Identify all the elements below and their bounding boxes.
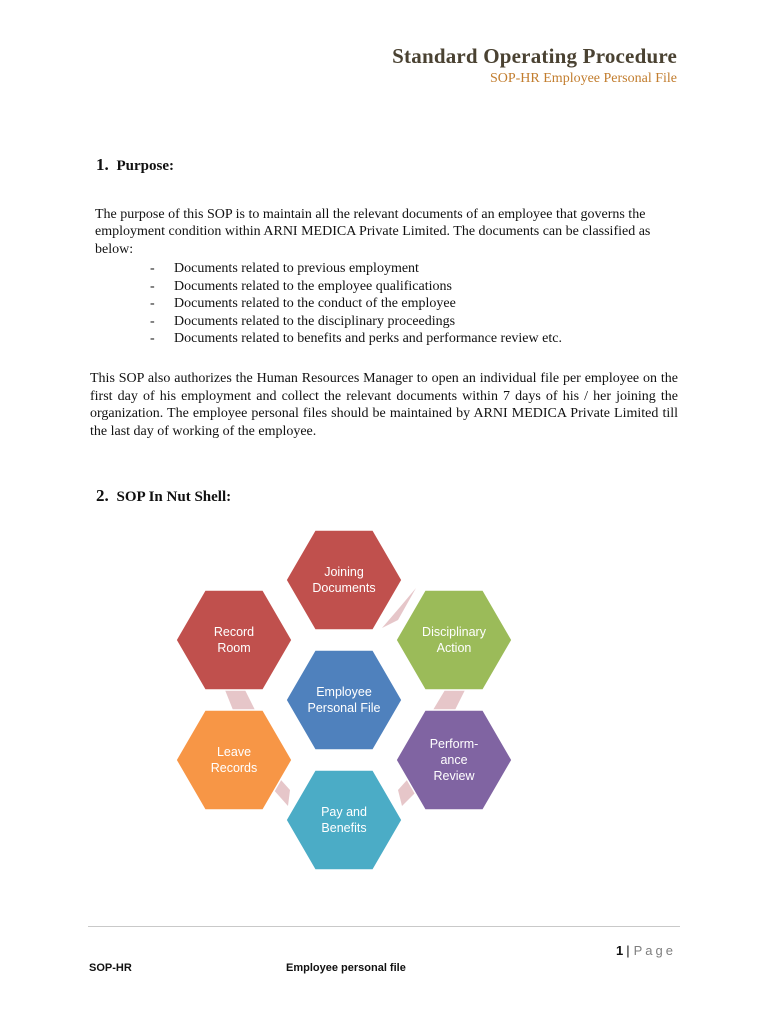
list-item-text: Documents related to benefits and perks and performance review etc. xyxy=(174,331,562,346)
hex-joining xyxy=(286,530,402,630)
hex-performance-label: ance xyxy=(440,753,468,767)
hex-disciplinary-label: Action xyxy=(436,641,472,655)
bullet-dash: - xyxy=(150,313,155,329)
hex-record xyxy=(176,590,292,690)
hex-disciplinary xyxy=(396,590,512,690)
hex-pay xyxy=(286,770,402,870)
hex-center-label: Employee xyxy=(316,685,372,699)
bullet-dash: - xyxy=(150,331,155,346)
bullet-dash: - xyxy=(150,278,155,294)
hex-disciplinary-label: Disciplinary xyxy=(422,625,486,639)
list-item-text: Documents related to the disciplinary proceedings xyxy=(174,313,456,329)
section-1-colon: : xyxy=(169,158,174,174)
hex-leave xyxy=(176,710,292,810)
header-title: Standard Operating Procedure xyxy=(392,44,677,68)
hex-center-shape xyxy=(286,650,402,750)
footer-center-label: Employee personal file xyxy=(286,962,406,974)
footer-left-label: SOP-HR xyxy=(89,962,132,974)
hex-leave-shape xyxy=(176,710,292,810)
section-2-colon: : xyxy=(226,489,232,505)
purpose-closing-paragraph: This SOP also authorizes the Human Resources Manager to open an individual file per employee on the first day of his employment and collect the relevant documents within 7 days of his / her joining the organization. The employee personal files should be maintained by ARNI MEDICA Private Limited till the last day of working of the employee. xyxy=(90,371,678,439)
hex-center xyxy=(286,650,402,750)
hex-performance-label: Review xyxy=(433,769,475,783)
hex-connector xyxy=(225,690,255,710)
footer-divider xyxy=(88,926,680,927)
hex-joining-label: Joining xyxy=(324,565,364,579)
page-word: Page xyxy=(633,943,676,958)
hex-record-label: Record xyxy=(213,625,255,639)
hex-connector xyxy=(433,690,465,710)
page-number xyxy=(616,943,676,958)
section-2-number: 2. xyxy=(96,486,109,505)
hex-leave-label: Records xyxy=(210,761,258,775)
bullet-dash: - xyxy=(150,296,155,311)
hex-center-label: Personal File xyxy=(307,701,381,715)
hex-performance-label: Perform- xyxy=(429,737,479,751)
section-1-number: 1. xyxy=(96,155,109,174)
list-item-text: Documents related to previous employment xyxy=(174,261,419,276)
hex-leave-label: Leave xyxy=(216,745,252,759)
hex-joining-shape xyxy=(286,530,402,630)
hex-record-shape xyxy=(176,590,292,690)
page-separator: | xyxy=(626,943,630,958)
hex-pay-label: Benefits xyxy=(321,821,367,835)
bullet-dash: - xyxy=(150,261,155,276)
list-item-text: Documents related to the conduct of the employee xyxy=(174,296,456,311)
section-2-title: SOP In Nut Shell xyxy=(116,489,227,505)
hex-joining-label: Documents xyxy=(312,581,376,595)
hex-record-label: Room xyxy=(217,641,251,655)
purpose-intro-paragraph: The purpose of this SOP is to maintain all the relevant documents of an employee that governs the employment condition within ARNI MEDICA Private Limited. The documents can be classified as below: xyxy=(95,207,651,257)
section-1-title: Purpose xyxy=(116,158,169,174)
hex-disciplinary-shape xyxy=(396,590,512,690)
hex-performance xyxy=(396,710,512,810)
hex-pay-label: Pay and xyxy=(321,805,367,819)
header-subtitle: SOP-HR Employee Personal File xyxy=(489,71,677,86)
page-number-value: 1 xyxy=(616,943,624,958)
hex-pay-shape xyxy=(286,770,402,870)
list-item-text: Documents related to the employee qualifications xyxy=(174,278,452,294)
